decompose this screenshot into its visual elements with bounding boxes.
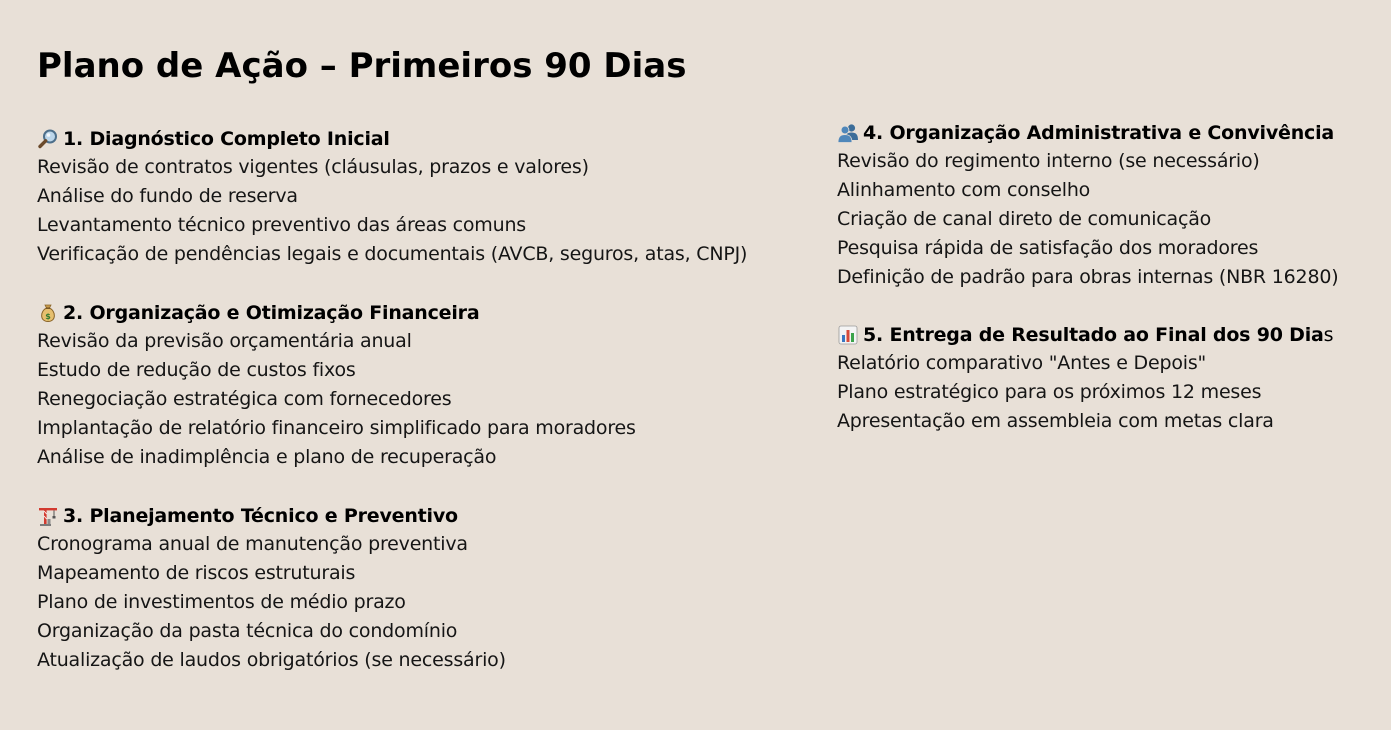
section-heading xyxy=(837,118,1391,147)
money-bag-icon xyxy=(37,302,59,324)
list-item: Revisão do regimento interno (se necessário) xyxy=(837,150,1260,172)
section-financeira xyxy=(37,298,797,472)
section-heading-suffix: s xyxy=(1323,323,1334,346)
section-heading xyxy=(37,298,797,327)
item-list xyxy=(837,147,1391,292)
section-heading xyxy=(837,320,1391,349)
list-item: Plano estratégico para os próximos 12 meses xyxy=(837,381,1262,403)
section-heading-text: 3. Planejamento Técnico e Preventivo xyxy=(63,504,458,527)
section-administrativa xyxy=(837,118,1391,292)
section-heading xyxy=(37,501,797,530)
list-item: Revisão de contratos vigentes (cláusulas, prazos e valores) xyxy=(37,156,589,178)
people-icon xyxy=(837,122,859,144)
list-item: Atualização de laudos obrigatórios (se necessário) xyxy=(37,649,506,671)
section-heading-text: 4. Organização Administrativa e Convivência xyxy=(863,121,1335,144)
svg-text:$: $ xyxy=(45,311,51,321)
section-diagnostico xyxy=(37,124,797,269)
list-item: Cronograma anual de manutenção preventiva xyxy=(37,533,468,555)
item-list xyxy=(37,153,797,269)
section-planejamento xyxy=(37,501,797,675)
section-heading-text: 5. Entrega de Resultado ao Final dos 90 Dia xyxy=(863,323,1324,346)
section-heading-text: 2. Organização e Otimização Financeira xyxy=(63,301,480,324)
list-item: Revisão da previsão orçamentária anual xyxy=(37,330,412,352)
list-item: Definição de padrão para obras internas (NBR 16280) xyxy=(837,266,1339,288)
list-item: Levantamento técnico preventivo das áreas comuns xyxy=(37,214,527,236)
list-item: Apresentação em assembleia com metas clara xyxy=(837,410,1274,432)
section-heading-text: 1. Diagnóstico Completo Inicial xyxy=(63,127,390,150)
list-item: Mapeamento de riscos estruturais xyxy=(37,562,356,584)
construction-crane-icon xyxy=(37,505,59,527)
item-list xyxy=(37,530,797,675)
bar-chart-icon xyxy=(837,324,859,346)
list-item: Renegociação estratégica com fornecedores xyxy=(37,388,452,410)
item-list xyxy=(37,327,797,472)
section-resultado xyxy=(837,320,1391,436)
list-item: Plano de investimentos de médio prazo xyxy=(37,591,406,613)
list-item: Pesquisa rápida de satisfação dos moradores xyxy=(837,237,1259,259)
list-item: Relatório comparativo "Antes e Depois" xyxy=(837,352,1207,374)
page-title: Plano de Ação – Primeiros 90 Dias xyxy=(37,46,687,86)
list-item: Análise de inadimplência e plano de recuperação xyxy=(37,446,497,468)
list-item: Organização da pasta técnica do condomínio xyxy=(37,620,458,642)
list-item: Implantação de relatório financeiro simplificado para moradores xyxy=(37,417,636,439)
list-item: Alinhamento com conselho xyxy=(837,179,1091,201)
list-item: Criação de canal direto de comunicação xyxy=(837,208,1212,230)
list-item: Verificação de pendências legais e documentais (AVCB, seguros, atas, CNPJ) xyxy=(37,243,748,265)
list-item: Estudo de redução de custos fixos xyxy=(37,359,356,381)
item-list xyxy=(837,349,1391,436)
magnifying-glass-icon xyxy=(37,128,59,150)
section-heading xyxy=(37,124,797,153)
list-item: Análise do fundo de reserva xyxy=(37,185,298,207)
